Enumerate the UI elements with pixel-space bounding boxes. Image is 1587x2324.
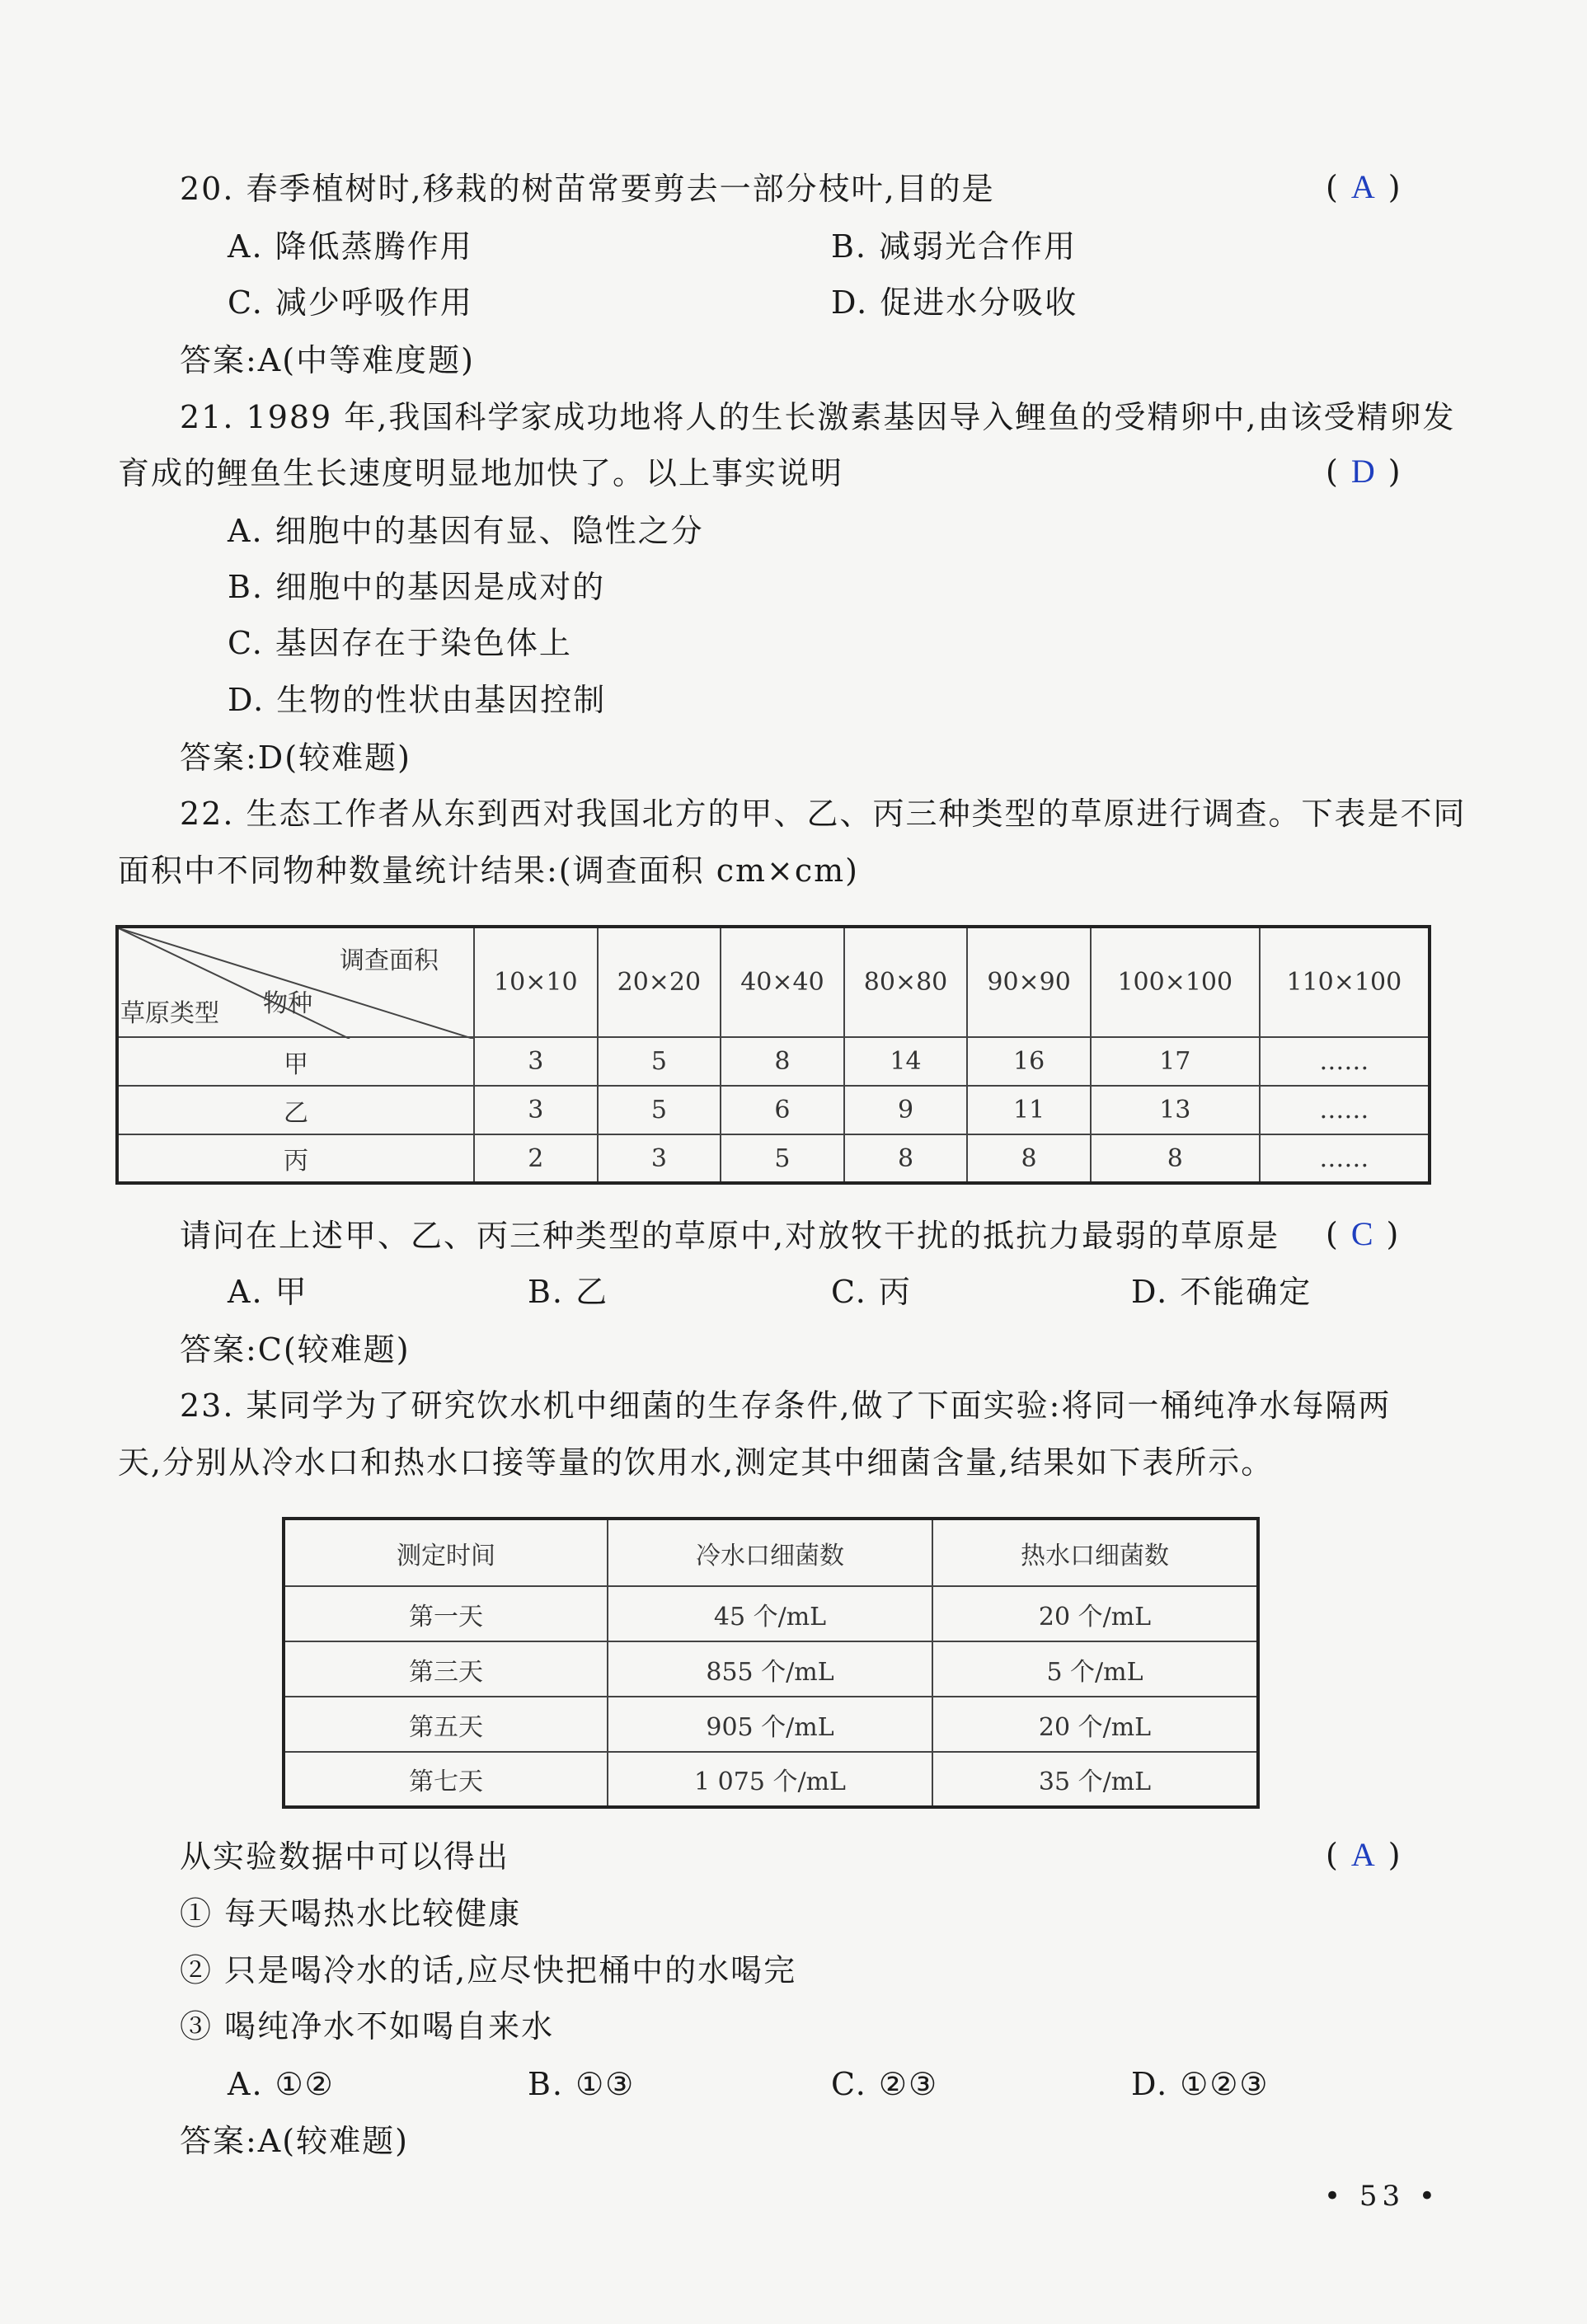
- q22-stem-line2: 面积中不同物种数量统计结果:(调查面积 cm×cm): [118, 852, 860, 889]
- bacteria-count-table: [282, 1517, 1260, 1809]
- table-row: [117, 1086, 1430, 1134]
- q22-option-b: B. 乙: [528, 1274, 609, 1310]
- q22-key: 答案:C(较难题): [180, 1331, 411, 1368]
- table-row: [284, 1586, 1258, 1641]
- q22-answer: C: [1350, 1215, 1373, 1252]
- q21-option-c: C. 基因存在于染色体上: [228, 625, 572, 661]
- q23-answer-paren: ( A ): [1326, 1836, 1401, 1873]
- column-header: 测定时间: [284, 1519, 608, 1586]
- cell: 16: [967, 1037, 1091, 1086]
- cell: 8: [844, 1134, 968, 1183]
- row-label: 丙: [117, 1134, 474, 1183]
- q23-option-a: A. ①②: [228, 2066, 335, 2102]
- cell: 17: [1091, 1037, 1260, 1086]
- cell: 905 个/mL: [608, 1697, 932, 1752]
- q23-statement-1: ① 每天喝热水比较健康: [180, 1895, 522, 1932]
- cell: 20 个/mL: [932, 1586, 1258, 1641]
- cell: 9: [844, 1086, 968, 1134]
- column-header: 10×10: [474, 927, 598, 1037]
- table-row: [284, 1641, 1258, 1697]
- column-header: 20×20: [598, 927, 721, 1037]
- q20-key: 答案:A(中等难度题): [180, 342, 475, 378]
- q22-question: 请问在上述甲、乙、丙三种类型的草原中,对放牧干扰的抵抗力最弱的草原是: [180, 1218, 1280, 1254]
- cell: 3: [598, 1134, 721, 1183]
- q23-key: 答案:A(较难题): [180, 2123, 409, 2159]
- q20-option-c: C. 减少呼吸作用: [228, 284, 473, 321]
- q23-answer: A: [1350, 1836, 1375, 1873]
- row-label: 甲: [117, 1037, 474, 1086]
- cell: 20 个/mL: [932, 1697, 1258, 1752]
- cell: ……: [1260, 1037, 1430, 1086]
- q23-stem-line2: 天,分别从冷水口和热水口接等量的饮用水,测定其中细菌含量,结果如下表所示。: [118, 1444, 1275, 1481]
- q21-option-b: B. 细胞中的基因是成对的: [228, 569, 606, 605]
- cell: 第七天: [284, 1752, 608, 1807]
- cell: 11: [967, 1086, 1091, 1134]
- column-header: 110×100: [1260, 927, 1430, 1037]
- cell: 第三天: [284, 1641, 608, 1697]
- cell: 6: [721, 1086, 844, 1134]
- q23-statement-2: ② 只是喝冷水的话,应尽快把桶中的水喝完: [180, 1952, 797, 1988]
- cell: 5: [598, 1086, 721, 1134]
- cell: 3: [474, 1086, 598, 1134]
- q22-answer-paren: ( C ): [1326, 1215, 1399, 1252]
- q23-statement-3: ③ 喝纯净水不如喝自来水: [180, 2008, 555, 2045]
- q21-option-d: D. 生物的性状由基因控制: [228, 682, 607, 718]
- q23-option-c: C. ②③: [831, 2066, 939, 2102]
- column-header: 冷水口细菌数: [608, 1519, 932, 1586]
- q20-option-a: A. 降低蒸腾作用: [228, 228, 473, 265]
- q22-option-c: C. 丙: [831, 1274, 912, 1310]
- grassland-species-table: [115, 925, 1431, 1185]
- q21-key: 答案:D(较难题): [180, 739, 411, 776]
- q22-stem-line1: 22. 生态工作者从东到西对我国北方的甲、乙、丙三种类型的草原进行调查。下表是不同: [180, 796, 1467, 832]
- table-row: [117, 1134, 1430, 1183]
- q22-option-a: A. 甲: [228, 1274, 308, 1310]
- q23-question: 从实验数据中可以得出: [180, 1838, 510, 1875]
- q21-option-a: A. 细胞中的基因有显、隐性之分: [228, 513, 704, 549]
- cell: 45 个/mL: [608, 1586, 932, 1641]
- cell: ……: [1260, 1134, 1430, 1183]
- cell: 14: [844, 1037, 968, 1086]
- cell: 3: [474, 1037, 598, 1086]
- cell: 第一天: [284, 1586, 608, 1641]
- cell: 855 个/mL: [608, 1641, 932, 1697]
- q20-answer: A: [1350, 168, 1375, 205]
- q21-stem-line1: 21. 1989 年,我国科学家成功地将人的生长激素基因导入鲤鱼的受精卵中,由该受精卵发: [180, 399, 1456, 435]
- row-label: 乙: [117, 1086, 474, 1134]
- q21-answer: D: [1350, 453, 1375, 490]
- cell: 第五天: [284, 1697, 608, 1752]
- column-header: 40×40: [721, 927, 844, 1037]
- corner-label-area: 调查面积: [340, 946, 439, 975]
- column-header: 100×100: [1091, 927, 1260, 1037]
- corner-label-grassland: 草原类型: [120, 999, 219, 1028]
- cell: 5: [598, 1037, 721, 1086]
- page-number: • 53 •: [1324, 2180, 1440, 2213]
- q21-stem-line2: 育成的鲤鱼生长速度明显地加快了。以上事实说明: [118, 455, 844, 491]
- cell: 13: [1091, 1086, 1260, 1134]
- q22-option-d: D. 不能确定: [1131, 1274, 1312, 1310]
- q23-option-b: B. ①③: [528, 2066, 636, 2102]
- q21-answer-paren: ( D ): [1326, 453, 1401, 490]
- q20-option-b: B. 减弱光合作用: [831, 228, 1078, 265]
- cell: 1 075 个/mL: [608, 1752, 932, 1807]
- q20-stem: 20. 春季植树时,移栽的树苗常要剪去一部分枝叶,目的是: [180, 171, 995, 207]
- cell: 8: [967, 1134, 1091, 1183]
- column-header: 热水口细菌数: [932, 1519, 1258, 1586]
- cell: 5: [721, 1134, 844, 1183]
- cell: ……: [1260, 1086, 1430, 1134]
- cell: 8: [721, 1037, 844, 1086]
- corner-label-species: 物种: [263, 989, 312, 1018]
- cell: 8: [1091, 1134, 1260, 1183]
- cell: 5 个/mL: [932, 1641, 1258, 1697]
- q23-stem-line1: 23. 某同学为了研究饮水机中细菌的生存条件,做了下面实验:将同一桶纯净水每隔两: [180, 1387, 1392, 1424]
- q20-option-d: D. 促进水分吸收: [831, 284, 1078, 321]
- q20-answer-paren: ( A ): [1326, 168, 1401, 205]
- q23-option-d: D. ①②③: [1131, 2066, 1270, 2102]
- cell: 2: [474, 1134, 598, 1183]
- table-row: [284, 1752, 1258, 1807]
- column-header: 90×90: [967, 927, 1091, 1037]
- table-row: [117, 1037, 1430, 1086]
- cell: 35 个/mL: [932, 1752, 1258, 1807]
- table-row: [284, 1697, 1258, 1752]
- table-corner-header: [117, 927, 474, 1037]
- column-header: 80×80: [844, 927, 968, 1037]
